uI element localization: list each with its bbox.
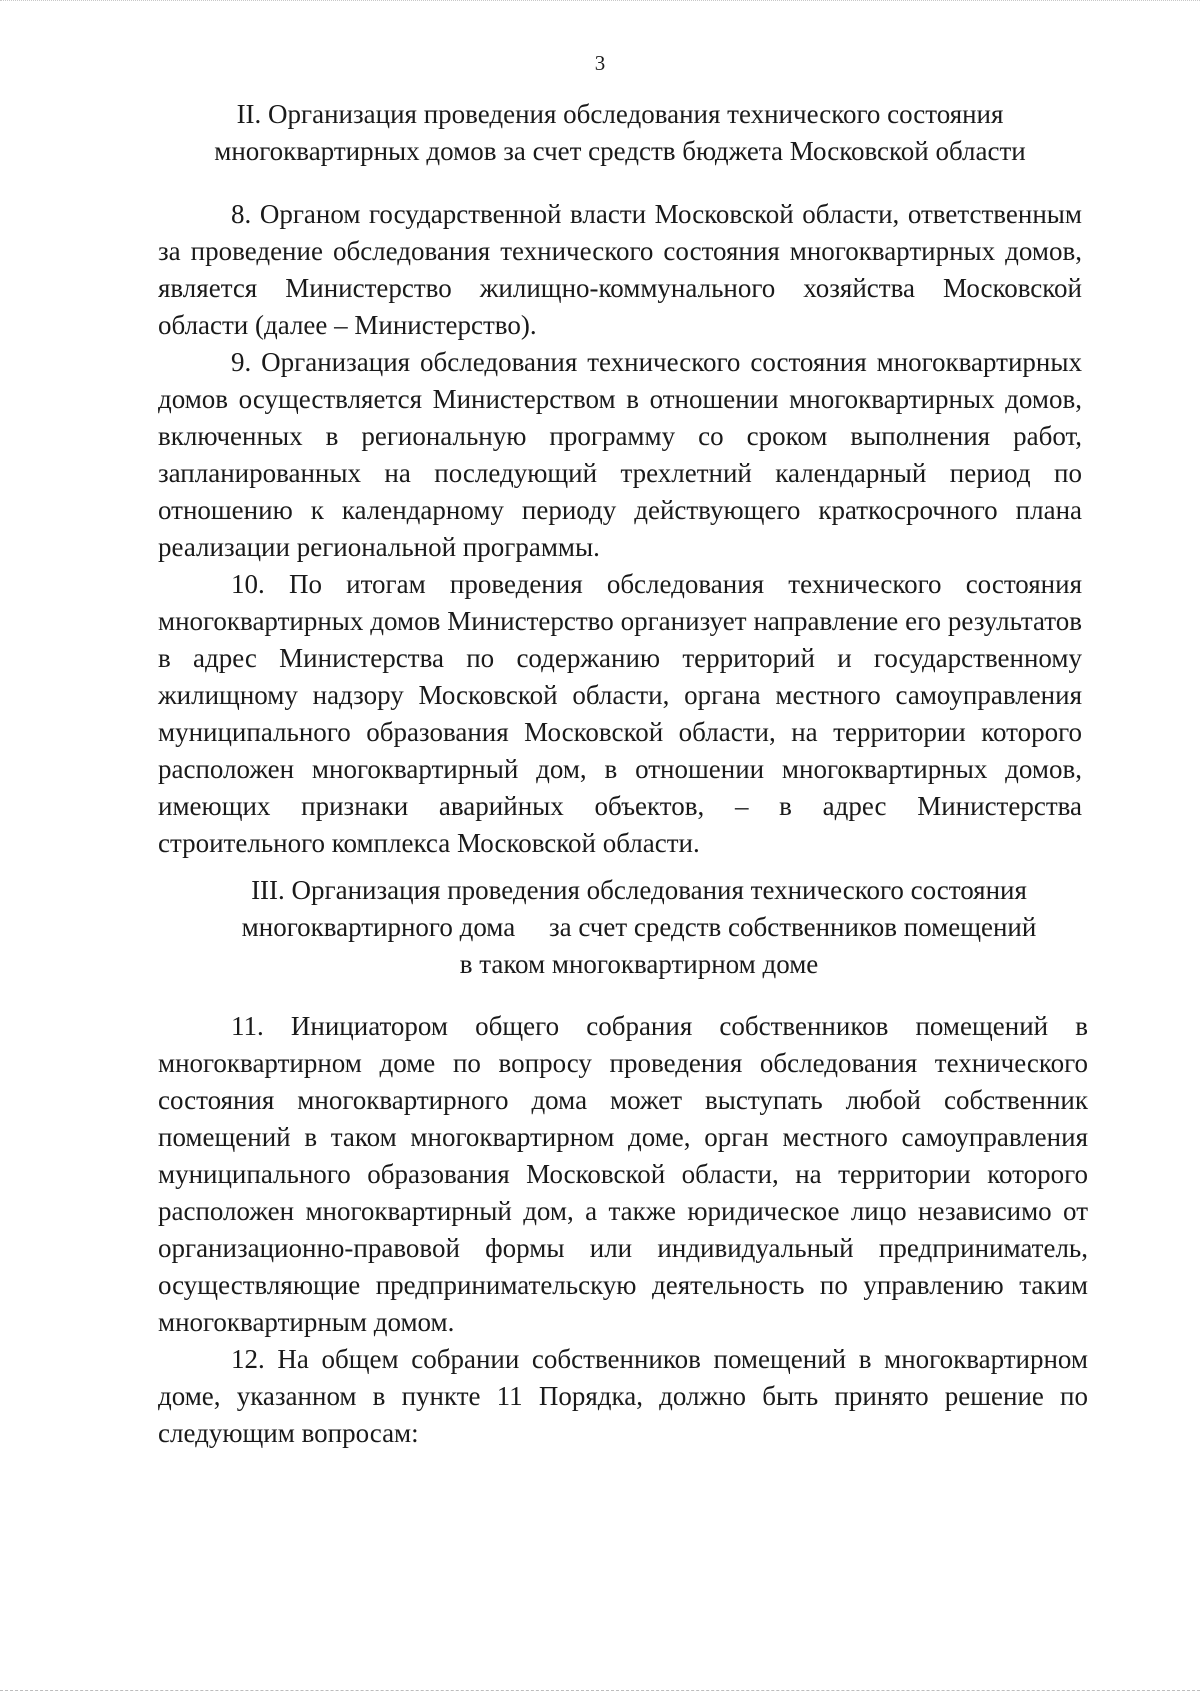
paragraph-10: 10. По итогам проведения обследования технического состояния многоквартирных домов Министерство организует направление его результатов в адрес Министерства по содержанию территорий и государственному жилищному надзору Московской области, органа местного самоуправления муниципального образования Московской области, на территории которого расположен многоквартирный дом, в отношении многоквартирных домов, имеющих признаки аварийных объектов, – в адрес Министерства строительного комплекса Московской области. — [158, 569, 1082, 858]
section-2-heading — [158, 96, 1082, 170]
paragraph-11: 11. Инициатором общего собрания собственников помещений в многоквартирном доме по вопросу проведения обследования технического состояния многоквартирного дома может выступать любой собственник помещений в таком многоквартирном доме, орган местного самоуправления муниципального образования Московской области, на территории которого расположен многоквартирный дом, а также юридическое лицо независимо от организационно-правовой формы или индивидуальный предприниматель, осуществляющие предпринимательскую деятельность по управлению таким многоквартирным домом. — [158, 1011, 1088, 1337]
section-3-heading — [158, 872, 1120, 983]
section-3-heading-line: в таком многоквартирном доме — [459, 949, 819, 979]
paragraph-9: 9. Организация обследования технического состояния многоквартирных домов осуществляется Министерством в отношении многоквартирных домов, включенных в региональную программу со сроком выполнения работ, запланированных на последующий трехлетний календарный период по отношению к календарному периоду действующего краткосрочного плана реализации региональной программы. — [158, 347, 1082, 562]
section-2-body — [158, 196, 1082, 862]
page-number: 3 — [594, 51, 606, 75]
section-3-heading-line: многоквартирного дома за счет средств собственников помещений — [241, 912, 1037, 942]
scan-edge-bottom — [0, 1686, 1200, 1691]
paragraph-12: 12. На общем собрании собственников помещений в многоквартирном доме, указанном в пункте 11 Порядка, должно быть принято решение по следующим вопросам: — [158, 1344, 1088, 1448]
section-2-heading-line: многоквартирных домов за счет средств бюджета Московской области — [214, 136, 1026, 166]
paragraph-8: 8. Органом государственной власти Московской области, ответственным за проведение обследования технического состояния многоквартирных домов, является Министерство жилищно-коммунального хозяйства Московской области (далее – Министерство). — [158, 199, 1082, 340]
section-3-body — [158, 1008, 1088, 1452]
section-2-heading-line: II. Организация проведения обследования технического состояния — [236, 99, 1004, 129]
section-3-heading-line: III. Организация проведения обследования технического состояния — [251, 875, 1027, 905]
scan-edge-top — [0, 0, 1200, 4]
